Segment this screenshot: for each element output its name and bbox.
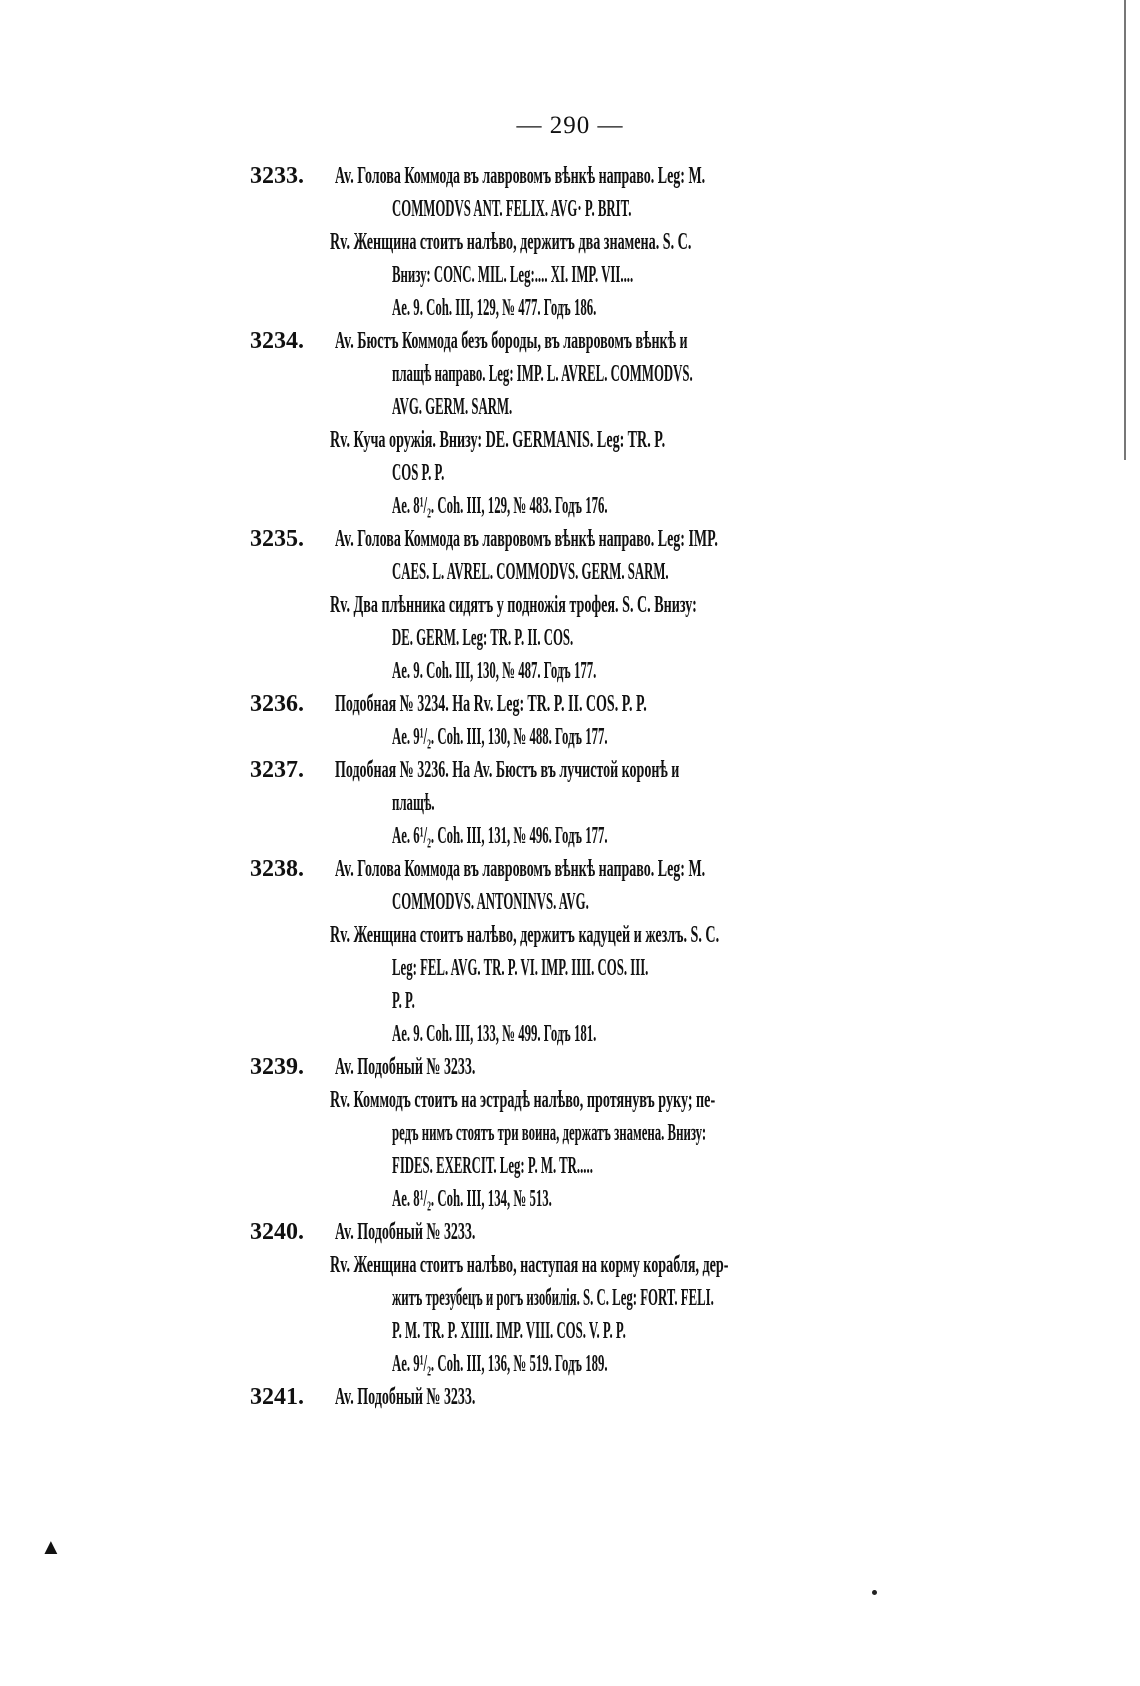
- side-label: Rv.: [330, 1252, 351, 1278]
- side-label: Av.: [335, 328, 354, 354]
- entry-number: 3239.: [250, 1054, 304, 1080]
- entry-line: [392, 721, 1000, 754]
- side-label: Av.: [335, 1054, 354, 1080]
- line-text: FIDES. EXERCIT. Leg: P. M. TR.....: [392, 1153, 593, 1179]
- line-text: COS P. P.: [392, 460, 445, 486]
- entry-line: [392, 1282, 1000, 1315]
- line-text: COMMODVS. ANTONINVS. AVG.: [392, 889, 589, 915]
- line-text: Бюстъ Коммода безъ бороды, въ лавровомъ вѣнкѣ и: [357, 328, 688, 354]
- entry-line: [392, 787, 1000, 820]
- line-text: Ae. 8¹/₂. Coh. III, 129, № 483. Годъ 176.: [392, 493, 608, 519]
- entry-line: [392, 490, 1000, 523]
- entry-line: [335, 853, 1000, 886]
- line-text: житъ трезубецъ и рогъ изобилія. S. C. Leg: FORT. FELI.: [392, 1285, 714, 1311]
- entry-line: [392, 259, 1000, 292]
- ink-dot: [872, 1590, 877, 1595]
- entry-line: [392, 820, 1000, 853]
- side-label: Rv.: [330, 229, 351, 255]
- entry-line: [392, 358, 1000, 391]
- entry-line: [392, 1150, 1000, 1183]
- catalog-entry: [0, 688, 1140, 754]
- side-label: Rv.: [330, 922, 351, 948]
- line-text: Подобная № 3236. На Av. Бюстъ въ лучистой коронѣ и: [335, 757, 680, 783]
- line-text: Ae. 9¹/₂. Coh. III, 136, № 519. Годъ 189.: [392, 1351, 608, 1377]
- line-text: Подобный № 3233.: [357, 1384, 476, 1410]
- entry-line: [392, 556, 1000, 589]
- catalog-entry: [0, 1216, 1140, 1381]
- catalog-entry: [0, 1381, 1140, 1414]
- line-text: Ae. 9. Coh. III, 133, № 499. Годъ 181.: [392, 1021, 597, 1047]
- line-text: Ae. 8¹/₂. Coh. III, 134, № 513.: [392, 1186, 552, 1212]
- entry-line: [335, 754, 1000, 787]
- entry-number: 3238.: [250, 856, 304, 882]
- line-text: Внизу: CONC. MIL. Leg:.... XI. IMP. VII....: [392, 262, 634, 288]
- entry-line: [335, 325, 1000, 358]
- line-text: Два плѣнника сидятъ у подножія трофея. S. C. Внизу:: [353, 592, 697, 618]
- line-text: Подобная № 3234. На Rv. Leg: TR. P. II. COS. P. P.: [335, 691, 647, 717]
- line-text: плащѣ.: [392, 790, 435, 816]
- entry-number: 3237.: [250, 757, 304, 783]
- line-text: плащѣ направо. Leg: IMP. L. AVREL. COMMODVS.: [392, 361, 693, 387]
- entry-number: 3236.: [250, 691, 304, 717]
- line-text: Ae. 6¹/₂. Coh. III, 131, № 496. Годъ 177.: [392, 823, 608, 849]
- entry-line: [392, 985, 1000, 1018]
- entry-number: 3234.: [250, 328, 304, 354]
- page-number: — 290 —: [516, 112, 624, 139]
- entry-line: [335, 1216, 1000, 1249]
- side-label: Av.: [335, 856, 354, 882]
- entry-line: [392, 655, 1000, 688]
- line-text: Голова Коммода въ лавровомъ вѣнкѣ направо. Leg: M.: [357, 856, 706, 882]
- line-text: Ae. 9. Coh. III, 130, № 487. Годъ 177.: [392, 658, 597, 684]
- line-text: DE. GERM. Leg: TR. P. II. COS.: [392, 625, 574, 651]
- entry-line: [392, 391, 1000, 424]
- line-text: Голова Коммода въ лавровомъ вѣнкѣ направо. Leg: M.: [357, 163, 706, 189]
- catalog-entry: [0, 754, 1140, 853]
- entry-line: [330, 226, 1000, 259]
- line-text: Коммодъ стоитъ на эстрадѣ налѣво, протянувъ руку; пе-: [353, 1087, 716, 1113]
- side-label: Rv.: [330, 592, 351, 618]
- line-text: CAES. L. AVREL. COMMODVS. GERM. SARM.: [392, 559, 669, 585]
- entry-number: 3233.: [250, 163, 304, 189]
- line-text: редъ нимъ стоятъ три воина, держатъ знамена. Внизу:: [392, 1120, 707, 1146]
- entry-line: [392, 292, 1000, 325]
- catalog-entries: [0, 160, 1140, 1414]
- catalog-entry: [0, 853, 1140, 1051]
- entry-line: [392, 1315, 1000, 1348]
- entry-line: [330, 589, 1000, 622]
- line-text: P. M. TR. P. XIIII. IMP. VIII. COS. V. P. P.: [392, 1318, 626, 1344]
- entry-line: [392, 457, 1000, 490]
- line-text: Ae. 9. Coh. III, 129, № 477. Годъ 186.: [392, 295, 597, 321]
- line-text: Женщина стоитъ налѣво, держитъ кадуцей и жезлъ. S. C.: [353, 922, 720, 948]
- entry-line: [335, 1051, 1000, 1084]
- line-text: Ae. 9¹/₂. Coh. III, 130, № 488. Годъ 177.: [392, 724, 608, 750]
- line-text: Голова Коммода въ лавровомъ вѣнкѣ направо. Leg: IMP.: [357, 526, 718, 552]
- entry-number: 3235.: [250, 526, 304, 552]
- entry-number: 3241.: [250, 1384, 304, 1410]
- entry-line: [392, 1183, 1000, 1216]
- catalog-entry: [0, 325, 1140, 523]
- entry-number: 3240.: [250, 1219, 304, 1245]
- entry-line: [392, 1018, 1000, 1051]
- entry-line: [335, 1381, 1000, 1414]
- entry-line: [392, 886, 1000, 919]
- line-text: Женщина стоитъ налѣво, наступая на корму корабля, дер-: [353, 1252, 729, 1278]
- margin-mark: ▲: [40, 1534, 62, 1559]
- entry-line: [392, 622, 1000, 655]
- line-text: COMMODVS ANT. FELIX. AVG· P. BRIT.: [392, 196, 632, 222]
- entry-line: [392, 952, 1000, 985]
- entry-line: [392, 1348, 1000, 1381]
- line-text: P. P.: [392, 988, 415, 1014]
- side-label: Av.: [335, 526, 354, 552]
- catalog-entry: [0, 1051, 1140, 1216]
- catalog-entry: [0, 160, 1140, 325]
- side-label: Av.: [335, 1384, 354, 1410]
- side-label: Av.: [335, 163, 354, 189]
- line-text: Куча оружія. Внизу: DE. GERMANIS. Leg: TR. P.: [353, 427, 666, 453]
- entry-line: [330, 1084, 1000, 1117]
- entry-line: [392, 1117, 1000, 1150]
- entry-line: [330, 1249, 1000, 1282]
- entry-line: [335, 160, 1000, 193]
- entry-line: [330, 424, 1000, 457]
- line-text: AVG. GERM. SARM.: [392, 394, 513, 420]
- line-text: Подобный № 3233.: [357, 1219, 476, 1245]
- entry-line: [335, 523, 1000, 556]
- side-label: Rv.: [330, 427, 351, 453]
- line-text: Женщина стоитъ налѣво, держитъ два знамена. S. C.: [353, 229, 692, 255]
- line-text: Leg: FEL. AVG. TR. P. VI. IMP. IIII. COS. III.: [392, 955, 649, 981]
- entry-line: [330, 919, 1000, 952]
- line-text: Подобный № 3233.: [357, 1054, 476, 1080]
- entry-line: [335, 688, 1000, 721]
- catalog-entry: [0, 523, 1140, 688]
- side-label: Av.: [335, 1219, 354, 1245]
- entry-line: [392, 193, 1000, 226]
- side-label: Rv.: [330, 1087, 351, 1113]
